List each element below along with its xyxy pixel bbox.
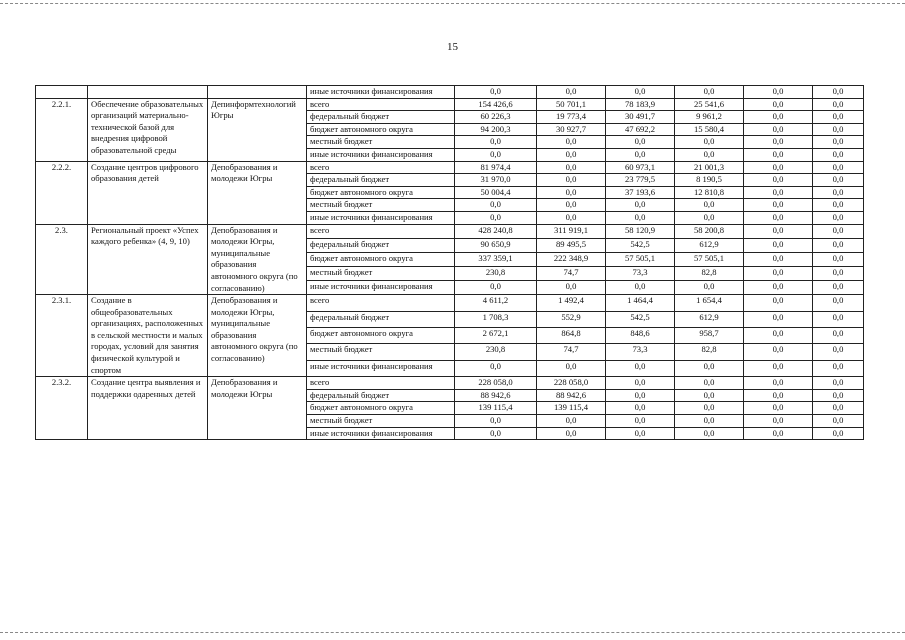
amount-cell: 0,0 [675, 402, 744, 415]
executor-cell: Депинформтехнологий Югры [208, 98, 307, 161]
item-number-cell: 2.2.2. [36, 161, 88, 224]
amount-cell: 0,0 [813, 136, 864, 149]
funding-source-cell: всего [307, 98, 455, 111]
amount-cell: 0,0 [744, 174, 813, 187]
funding-source-cell: иные источники финансирования [307, 360, 455, 376]
amount-cell: 0,0 [606, 199, 675, 212]
funding-source-cell: местный бюджет [307, 415, 455, 428]
funding-source-cell: иные источники финансирования [307, 148, 455, 161]
amount-cell: 1 654,4 [675, 295, 744, 311]
amount-cell: 0,0 [455, 280, 537, 294]
item-number-cell [36, 86, 88, 99]
amount-cell: 0,0 [675, 389, 744, 402]
table-row [36, 161, 864, 174]
amount-cell: 0,0 [606, 377, 675, 390]
table-body [36, 86, 864, 440]
amount-cell: 864,8 [537, 327, 606, 343]
amount-cell: 0,0 [744, 86, 813, 99]
amount-cell: 0,0 [744, 123, 813, 136]
amount-cell: 0,0 [813, 266, 864, 280]
amount-cell: 0,0 [744, 280, 813, 294]
amount-cell: 21 001,3 [675, 161, 744, 174]
funding-source-cell: бюджет автономного округа [307, 402, 455, 415]
amount-cell: 82,8 [675, 344, 744, 360]
item-name-cell [88, 86, 208, 99]
executor-cell: Депобразования и молодежи Югры, муниципальные образования автономного округа (по согласованию) [208, 295, 307, 377]
amount-cell: 0,0 [744, 199, 813, 212]
amount-cell: 88 942,6 [537, 389, 606, 402]
amount-cell: 0,0 [744, 148, 813, 161]
funding-source-cell: местный бюджет [307, 136, 455, 149]
amount-cell: 0,0 [675, 86, 744, 99]
amount-cell: 73,3 [606, 344, 675, 360]
funding-source-cell: бюджет автономного округа [307, 252, 455, 266]
amount-cell: 0,0 [813, 211, 864, 224]
amount-cell: 0,0 [455, 427, 537, 440]
amount-cell: 0,0 [813, 280, 864, 294]
page-number: 15 [447, 41, 458, 53]
amount-cell: 25 541,6 [675, 98, 744, 111]
amount-cell: 31 970,0 [455, 174, 537, 187]
amount-cell: 0,0 [537, 161, 606, 174]
amount-cell: 612,9 [675, 238, 744, 252]
amount-cell: 428 240,8 [455, 224, 537, 238]
amount-cell: 0,0 [813, 199, 864, 212]
amount-cell: 0,0 [606, 280, 675, 294]
funding-source-cell: федеральный бюджет [307, 238, 455, 252]
amount-cell: 0,0 [744, 344, 813, 360]
amount-cell: 0,0 [744, 389, 813, 402]
amount-cell: 58 200,8 [675, 224, 744, 238]
amount-cell: 154 426,6 [455, 98, 537, 111]
amount-cell: 0,0 [744, 252, 813, 266]
amount-cell: 0,0 [813, 98, 864, 111]
amount-cell: 0,0 [455, 415, 537, 428]
amount-cell: 0,0 [455, 199, 537, 212]
amount-cell: 0,0 [813, 427, 864, 440]
financing-table [35, 85, 864, 440]
amount-cell: 78 183,9 [606, 98, 675, 111]
amount-cell: 0,0 [813, 174, 864, 187]
funding-source-cell: иные источники финансирования [307, 211, 455, 224]
amount-cell: 47 692,2 [606, 123, 675, 136]
scan-bottom-edge [0, 632, 905, 633]
funding-source-cell: всего [307, 295, 455, 311]
amount-cell: 0,0 [744, 211, 813, 224]
amount-cell: 0,0 [675, 199, 744, 212]
amount-cell: 0,0 [744, 311, 813, 327]
amount-cell: 73,3 [606, 266, 675, 280]
item-number-cell: 2.3.1. [36, 295, 88, 377]
amount-cell: 19 773,4 [537, 111, 606, 124]
amount-cell: 958,7 [675, 327, 744, 343]
amount-cell: 0,0 [744, 98, 813, 111]
amount-cell: 88 942,6 [455, 389, 537, 402]
funding-source-cell: федеральный бюджет [307, 174, 455, 187]
funding-source-cell: федеральный бюджет [307, 311, 455, 327]
amount-cell: 0,0 [813, 123, 864, 136]
amount-cell: 222 348,9 [537, 252, 606, 266]
amount-cell: 60 226,3 [455, 111, 537, 124]
amount-cell: 30 927,7 [537, 123, 606, 136]
amount-cell: 0,0 [813, 415, 864, 428]
amount-cell: 228 058,0 [455, 377, 537, 390]
funding-source-cell: местный бюджет [307, 344, 455, 360]
executor-cell: Депобразования и молодежи Югры [208, 377, 307, 440]
amount-cell: 0,0 [606, 211, 675, 224]
amount-cell: 0,0 [537, 415, 606, 428]
amount-cell: 0,0 [813, 224, 864, 238]
amount-cell: 0,0 [455, 136, 537, 149]
amount-cell: 0,0 [537, 280, 606, 294]
amount-cell: 0,0 [455, 211, 537, 224]
amount-cell: 0,0 [537, 86, 606, 99]
amount-cell: 0,0 [744, 266, 813, 280]
amount-cell: 0,0 [813, 344, 864, 360]
amount-cell: 230,8 [455, 344, 537, 360]
amount-cell: 0,0 [537, 211, 606, 224]
amount-cell: 337 359,1 [455, 252, 537, 266]
amount-cell: 139 115,4 [537, 402, 606, 415]
funding-source-cell: местный бюджет [307, 199, 455, 212]
amount-cell: 89 495,5 [537, 238, 606, 252]
amount-cell: 0,0 [675, 136, 744, 149]
scan-top-edge [0, 3, 905, 4]
amount-cell: 0,0 [675, 280, 744, 294]
amount-cell: 0,0 [606, 360, 675, 376]
amount-cell: 23 779,5 [606, 174, 675, 187]
amount-cell: 0,0 [813, 389, 864, 402]
funding-source-cell: бюджет автономного округа [307, 123, 455, 136]
executor-cell [208, 86, 307, 99]
amount-cell: 57 505,1 [606, 252, 675, 266]
amount-cell: 0,0 [744, 186, 813, 199]
item-name-cell: Создание центра выявления и поддержки одаренных детей [88, 377, 208, 440]
amount-cell: 0,0 [675, 377, 744, 390]
amount-cell: 0,0 [675, 211, 744, 224]
amount-cell: 0,0 [606, 402, 675, 415]
amount-cell: 9 961,2 [675, 111, 744, 124]
amount-cell: 0,0 [537, 360, 606, 376]
amount-cell: 0,0 [675, 360, 744, 376]
amount-cell: 0,0 [813, 186, 864, 199]
amount-cell: 57 505,1 [675, 252, 744, 266]
amount-cell: 0,0 [744, 402, 813, 415]
table-row [36, 377, 864, 390]
amount-cell: 0,0 [813, 295, 864, 311]
amount-cell: 37 193,6 [606, 186, 675, 199]
table-row [36, 98, 864, 111]
amount-cell: 0,0 [537, 136, 606, 149]
item-name-cell: Обеспечение образовательных организаций материально-технической базой для внедрения цифровой образовательной среды [88, 98, 208, 161]
amount-cell: 0,0 [813, 402, 864, 415]
amount-cell: 1 492,4 [537, 295, 606, 311]
amount-cell: 50 701,1 [537, 98, 606, 111]
amount-cell: 0,0 [813, 86, 864, 99]
amount-cell: 542,5 [606, 311, 675, 327]
amount-cell: 12 810,8 [675, 186, 744, 199]
amount-cell: 30 491,7 [606, 111, 675, 124]
amount-cell: 0,0 [813, 252, 864, 266]
amount-cell: 94 200,3 [455, 123, 537, 136]
amount-cell: 0,0 [537, 148, 606, 161]
amount-cell: 58 120,9 [606, 224, 675, 238]
funding-source-cell: федеральный бюджет [307, 111, 455, 124]
funding-source-cell: иные источники финансирования [307, 427, 455, 440]
amount-cell: 81 974,4 [455, 161, 537, 174]
amount-cell: 0,0 [813, 377, 864, 390]
amount-cell: 0,0 [744, 360, 813, 376]
amount-cell: 1 464,4 [606, 295, 675, 311]
item-number-cell: 2.3. [36, 224, 88, 295]
amount-cell: 90 650,9 [455, 238, 537, 252]
amount-cell: 0,0 [537, 174, 606, 187]
amount-cell: 0,0 [813, 148, 864, 161]
funding-source-cell: местный бюджет [307, 266, 455, 280]
amount-cell: 0,0 [537, 199, 606, 212]
amount-cell: 15 580,4 [675, 123, 744, 136]
item-number-cell: 2.2.1. [36, 98, 88, 161]
amount-cell: 8 190,5 [675, 174, 744, 187]
amount-cell: 552,9 [537, 311, 606, 327]
funding-source-cell: всего [307, 224, 455, 238]
funding-source-cell: всего [307, 377, 455, 390]
executor-cell: Депобразования и молодежи Югры, муниципальные образования автономного округа (по согласованию) [208, 224, 307, 295]
amount-cell: 0,0 [455, 86, 537, 99]
amount-cell: 60 973,1 [606, 161, 675, 174]
amount-cell: 0,0 [813, 238, 864, 252]
amount-cell: 0,0 [744, 427, 813, 440]
amount-cell: 0,0 [606, 389, 675, 402]
amount-cell: 0,0 [606, 136, 675, 149]
amount-cell: 0,0 [813, 161, 864, 174]
table-row [36, 224, 864, 238]
amount-cell: 0,0 [675, 415, 744, 428]
table-row [36, 86, 864, 99]
amount-cell: 0,0 [606, 148, 675, 161]
amount-cell: 0,0 [813, 327, 864, 343]
funding-source-cell: федеральный бюджет [307, 389, 455, 402]
amount-cell: 542,5 [606, 238, 675, 252]
amount-cell: 0,0 [675, 148, 744, 161]
amount-cell: 0,0 [455, 148, 537, 161]
amount-cell: 311 919,1 [537, 224, 606, 238]
amount-cell: 0,0 [813, 360, 864, 376]
item-name-cell: Создание в общеобразовательных организациях, расположенных в сельской местности и малых городах, условий для занятия физической культурой и спортом [88, 295, 208, 377]
amount-cell: 0,0 [744, 224, 813, 238]
amount-cell: 0,0 [813, 111, 864, 124]
executor-cell: Депобразования и молодежи Югры [208, 161, 307, 224]
amount-cell: 50 004,4 [455, 186, 537, 199]
item-number-cell: 2.3.2. [36, 377, 88, 440]
amount-cell: 0,0 [744, 238, 813, 252]
amount-cell: 0,0 [606, 86, 675, 99]
amount-cell: 848,6 [606, 327, 675, 343]
amount-cell: 0,0 [606, 415, 675, 428]
amount-cell: 0,0 [744, 415, 813, 428]
amount-cell: 0,0 [455, 360, 537, 376]
item-name-cell: Создание центров цифрового образования детей [88, 161, 208, 224]
amount-cell: 0,0 [675, 427, 744, 440]
amount-cell: 0,0 [744, 377, 813, 390]
amount-cell: 139 115,4 [455, 402, 537, 415]
amount-cell: 0,0 [744, 295, 813, 311]
amount-cell: 0,0 [606, 427, 675, 440]
amount-cell: 0,0 [744, 111, 813, 124]
amount-cell: 4 611,2 [455, 295, 537, 311]
amount-cell: 0,0 [744, 161, 813, 174]
amount-cell: 0,0 [744, 327, 813, 343]
amount-cell: 74,7 [537, 266, 606, 280]
item-name-cell: Региональный проект «Успех каждого ребенка» (4, 9, 10) [88, 224, 208, 295]
amount-cell: 228 058,0 [537, 377, 606, 390]
amount-cell: 0,0 [537, 427, 606, 440]
table-row [36, 295, 864, 311]
funding-source-cell: иные источники финансирования [307, 280, 455, 294]
amount-cell: 82,8 [675, 266, 744, 280]
amount-cell: 612,9 [675, 311, 744, 327]
amount-cell: 230,8 [455, 266, 537, 280]
funding-source-cell: всего [307, 161, 455, 174]
funding-source-cell: бюджет автономного округа [307, 327, 455, 343]
amount-cell: 1 708,3 [455, 311, 537, 327]
amount-cell: 74,7 [537, 344, 606, 360]
amount-cell: 2 672,1 [455, 327, 537, 343]
amount-cell: 0,0 [744, 136, 813, 149]
funding-source-cell: иные источники финансирования [307, 86, 455, 99]
funding-source-cell: бюджет автономного округа [307, 186, 455, 199]
amount-cell: 0,0 [813, 311, 864, 327]
amount-cell: 0,0 [537, 186, 606, 199]
